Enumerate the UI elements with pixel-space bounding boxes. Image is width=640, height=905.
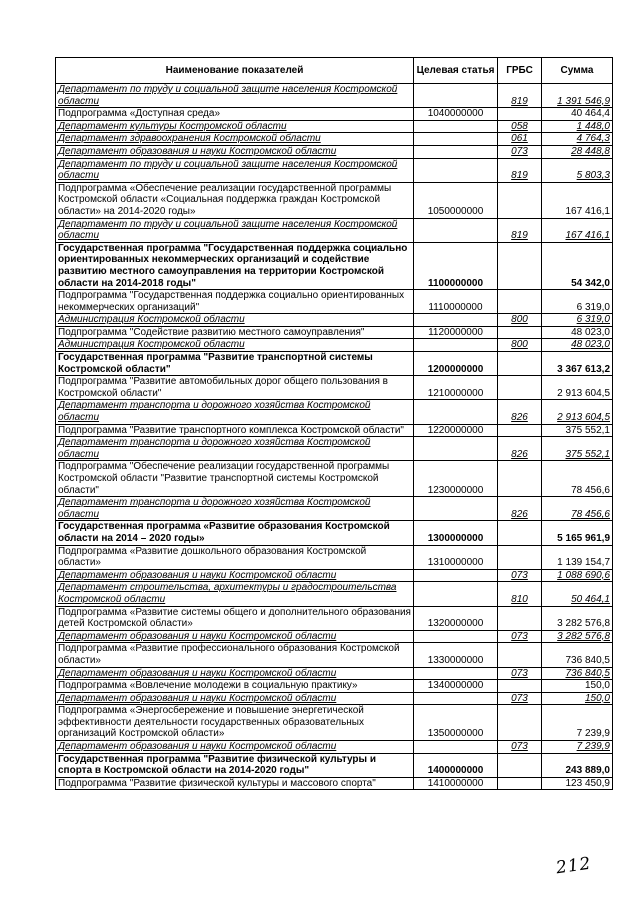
row-target-article: [414, 437, 498, 461]
row-name: Государственная программа "Государственная поддержка социально ориентированных некоммерческих организаций и содействие развитию местного самоуправления на территории Костромской области на 2014-2018 годы": [56, 242, 414, 289]
budget-table: [55, 57, 613, 790]
row-target-article: [414, 741, 498, 754]
row-sum: 78 456,6: [542, 497, 613, 521]
row-target-article: [414, 569, 498, 582]
table-row: [56, 753, 613, 777]
table-row: [56, 680, 613, 693]
row-target-article: 1410000000: [414, 777, 498, 790]
row-target-article: [414, 158, 498, 182]
row-grbs: [498, 461, 542, 497]
row-target-article: 1210000000: [414, 376, 498, 400]
handwritten-page-number: 212: [554, 853, 593, 879]
row-grbs: 073: [498, 569, 542, 582]
table-row: [56, 108, 613, 121]
row-sum: 6 319,0: [542, 314, 613, 327]
row-grbs: [498, 705, 542, 741]
row-sum: 3 367 613,2: [542, 352, 613, 376]
row-name: Департамент по труду и социальной защите населения Костромской области: [56, 218, 414, 242]
table-row: [56, 545, 613, 569]
row-target-article: 1040000000: [414, 108, 498, 121]
table-row: [56, 400, 613, 424]
row-target-article: 1310000000: [414, 545, 498, 569]
row-target-article: 1050000000: [414, 182, 498, 218]
row-name: Департамент здравоохранения Костромской области: [56, 133, 414, 146]
row-name: Департамент образования и науки Костромской области: [56, 667, 414, 680]
row-grbs: [498, 290, 542, 314]
row-grbs: [498, 376, 542, 400]
row-sum: 736 840,5: [542, 643, 613, 667]
row-sum: 48 023,0: [542, 326, 613, 339]
table-row: [56, 705, 613, 741]
header-sum: Сумма: [542, 58, 613, 84]
table-row: [56, 158, 613, 182]
row-name: Подпрограмма "Развитие транспортного комплекса Костромской области": [56, 424, 414, 437]
row-name: Департамент транспорта и дорожного хозяйства Костромской области: [56, 497, 414, 521]
row-name: Подпрограмма «Развитие системы общего и дополнительного образования детей Костромской области»: [56, 606, 414, 630]
row-sum: 48 023,0: [542, 339, 613, 352]
row-target-article: [414, 667, 498, 680]
row-sum: 40 464,4: [542, 108, 613, 121]
row-grbs: [498, 326, 542, 339]
table-row: [56, 461, 613, 497]
table-row: [56, 582, 613, 606]
row-name: Департамент образования и науки Костромской области: [56, 741, 414, 754]
row-sum: 6 319,0: [542, 290, 613, 314]
row-name: Департамент по труду и социальной защите населения Костромской области: [56, 84, 414, 108]
row-name: Государственная программа "Развитие физической культуры и спорта в Костромской области на 2014-2020 годы": [56, 753, 414, 777]
row-grbs: 073: [498, 630, 542, 643]
row-name: Департамент образования и науки Костромской области: [56, 569, 414, 582]
row-target-article: [414, 630, 498, 643]
row-sum: 150,0: [542, 692, 613, 705]
table-row: [56, 521, 613, 545]
row-sum: 5 803,3: [542, 158, 613, 182]
row-target-article: 1400000000: [414, 753, 498, 777]
table-row: [56, 218, 613, 242]
row-grbs: 073: [498, 741, 542, 754]
row-sum: 167 416,1: [542, 218, 613, 242]
row-target-article: [414, 133, 498, 146]
row-name: Подпрограмма "Государственная поддержка социально ориентированных некоммерческих организаций": [56, 290, 414, 314]
table-row: [56, 777, 613, 790]
row-name: Администрация Костромской области: [56, 339, 414, 352]
row-name: Департамент образования и науки Костромской области: [56, 630, 414, 643]
row-name: Подпрограмма "Развитие физической культуры и массового спорта": [56, 777, 414, 790]
table-row: [56, 569, 613, 582]
row-target-article: [414, 218, 498, 242]
row-grbs: 819: [498, 158, 542, 182]
row-grbs: 819: [498, 218, 542, 242]
row-target-article: 1220000000: [414, 424, 498, 437]
row-grbs: 073: [498, 692, 542, 705]
row-sum: 1 139 154,7: [542, 545, 613, 569]
table-row: [56, 84, 613, 108]
table-row: [56, 339, 613, 352]
row-sum: 375 552,1: [542, 437, 613, 461]
row-grbs: 058: [498, 120, 542, 133]
row-grbs: [498, 680, 542, 693]
row-target-article: 1110000000: [414, 290, 498, 314]
table-row: [56, 424, 613, 437]
row-sum: 4 764,3: [542, 133, 613, 146]
row-sum: 243 889,0: [542, 753, 613, 777]
row-grbs: 810: [498, 582, 542, 606]
row-target-article: 1330000000: [414, 643, 498, 667]
row-target-article: 1100000000: [414, 242, 498, 289]
row-sum: 50 464,1: [542, 582, 613, 606]
row-grbs: [498, 545, 542, 569]
table-row: [56, 182, 613, 218]
table-row: [56, 242, 613, 289]
table-row: [56, 145, 613, 158]
table-row: [56, 326, 613, 339]
row-target-article: 1320000000: [414, 606, 498, 630]
row-target-article: [414, 582, 498, 606]
row-target-article: 1300000000: [414, 521, 498, 545]
row-name: Государственная программа «Развитие образования Костромской области на 2014 – 2020 годы»: [56, 521, 414, 545]
row-name: Подпрограмма «Энергосбережение и повышение энергетической эффективности деятельности государственных образовательных организаций Костромской области»: [56, 705, 414, 741]
row-sum: 7 239,9: [542, 705, 613, 741]
row-grbs: [498, 242, 542, 289]
row-target-article: [414, 692, 498, 705]
row-name: Департамент транспорта и дорожного хозяйства Костромской области: [56, 400, 414, 424]
row-name: Подпрограмма "Содействие развитию местного самоуправления": [56, 326, 414, 339]
table-body: [56, 84, 613, 790]
row-grbs: 826: [498, 437, 542, 461]
row-name: Подпрограмма «Доступная среда»: [56, 108, 414, 121]
row-sum: 1 088 690,6: [542, 569, 613, 582]
row-sum: 28 448,8: [542, 145, 613, 158]
row-name: Подпрограмма "Развитие автомобильных дорог общего пользования в Костромской области": [56, 376, 414, 400]
table-row: [56, 630, 613, 643]
row-grbs: 800: [498, 314, 542, 327]
row-name: Администрация Костромской области: [56, 314, 414, 327]
row-name: Департамент транспорта и дорожного хозяйства Костромской области: [56, 437, 414, 461]
row-sum: 5 165 961,9: [542, 521, 613, 545]
table-row: [56, 120, 613, 133]
row-grbs: 073: [498, 667, 542, 680]
row-target-article: [414, 497, 498, 521]
row-sum: 2 913 604,5: [542, 400, 613, 424]
row-sum: 78 456,6: [542, 461, 613, 497]
row-grbs: 061: [498, 133, 542, 146]
row-name: Департамент по труду и социальной защите населения Костромской области: [56, 158, 414, 182]
row-grbs: [498, 521, 542, 545]
row-grbs: [498, 108, 542, 121]
row-target-article: 1350000000: [414, 705, 498, 741]
table-row: [56, 643, 613, 667]
row-target-article: [414, 339, 498, 352]
row-sum: 3 282 576,8: [542, 606, 613, 630]
table-row: [56, 667, 613, 680]
table-row: [56, 497, 613, 521]
row-sum: 375 552,1: [542, 424, 613, 437]
row-grbs: [498, 753, 542, 777]
row-grbs: 800: [498, 339, 542, 352]
row-target-article: 1230000000: [414, 461, 498, 497]
row-grbs: [498, 424, 542, 437]
table-row: [56, 290, 613, 314]
table-row: [56, 741, 613, 754]
row-grbs: 073: [498, 145, 542, 158]
row-name: Департамент образования и науки Костромской области: [56, 145, 414, 158]
table-row: [56, 437, 613, 461]
table-row: [56, 376, 613, 400]
row-sum: 150,0: [542, 680, 613, 693]
table-row: [56, 352, 613, 376]
row-target-article: [414, 314, 498, 327]
row-target-article: [414, 84, 498, 108]
row-name: Департамент строительства, архитектуры и градостроительства Костромской области: [56, 582, 414, 606]
row-sum: 167 416,1: [542, 182, 613, 218]
row-target-article: 1340000000: [414, 680, 498, 693]
row-name: Подпрограмма «Обеспечение реализации государственной программы Костромской области «Социальная поддержка граждан Костромской области» на 2014-2020 годы»: [56, 182, 414, 218]
row-name: Департамент образования и науки Костромской области: [56, 692, 414, 705]
row-grbs: [498, 352, 542, 376]
row-target-article: [414, 145, 498, 158]
row-sum: 2 913 604,5: [542, 376, 613, 400]
row-grbs: [498, 606, 542, 630]
row-sum: 54 342,0: [542, 242, 613, 289]
row-sum: 1 448,0: [542, 120, 613, 133]
row-grbs: 819: [498, 84, 542, 108]
row-sum: 7 239,9: [542, 741, 613, 754]
row-target-article: [414, 120, 498, 133]
row-grbs: [498, 777, 542, 790]
row-name: Государственная программа "Развитие транспортной системы Костромской области": [56, 352, 414, 376]
row-target-article: 1120000000: [414, 326, 498, 339]
table-header-row: [56, 58, 613, 84]
row-name: Департамент культуры Костромской области: [56, 120, 414, 133]
header-code: Целевая статья: [414, 58, 498, 84]
table-row: [56, 692, 613, 705]
row-sum: 736 840,5: [542, 667, 613, 680]
header-grbs: ГРБС: [498, 58, 542, 84]
row-name: Подпрограмма «Вовлечение молодежи в социальную практику»: [56, 680, 414, 693]
table-row: [56, 314, 613, 327]
row-grbs: 826: [498, 400, 542, 424]
row-grbs: [498, 643, 542, 667]
header-name: Наименование показателей: [56, 58, 414, 84]
row-grbs: 826: [498, 497, 542, 521]
row-sum: 3 282 576,8: [542, 630, 613, 643]
row-name: Подпрограмма «Развитие профессионального образования Костромской области»: [56, 643, 414, 667]
table-row: [56, 133, 613, 146]
row-sum: 123 450,9: [542, 777, 613, 790]
row-grbs: [498, 182, 542, 218]
row-target-article: [414, 400, 498, 424]
row-name: Подпрограмма "Обеспечение реализации государственной программы Костромской области "Развитие транспортной системы Костромской области": [56, 461, 414, 497]
row-target-article: 1200000000: [414, 352, 498, 376]
row-name: Подпрограмма «Развитие дошкольного образования Костромской области»: [56, 545, 414, 569]
table-row: [56, 606, 613, 630]
row-sum: 1 391 546,9: [542, 84, 613, 108]
